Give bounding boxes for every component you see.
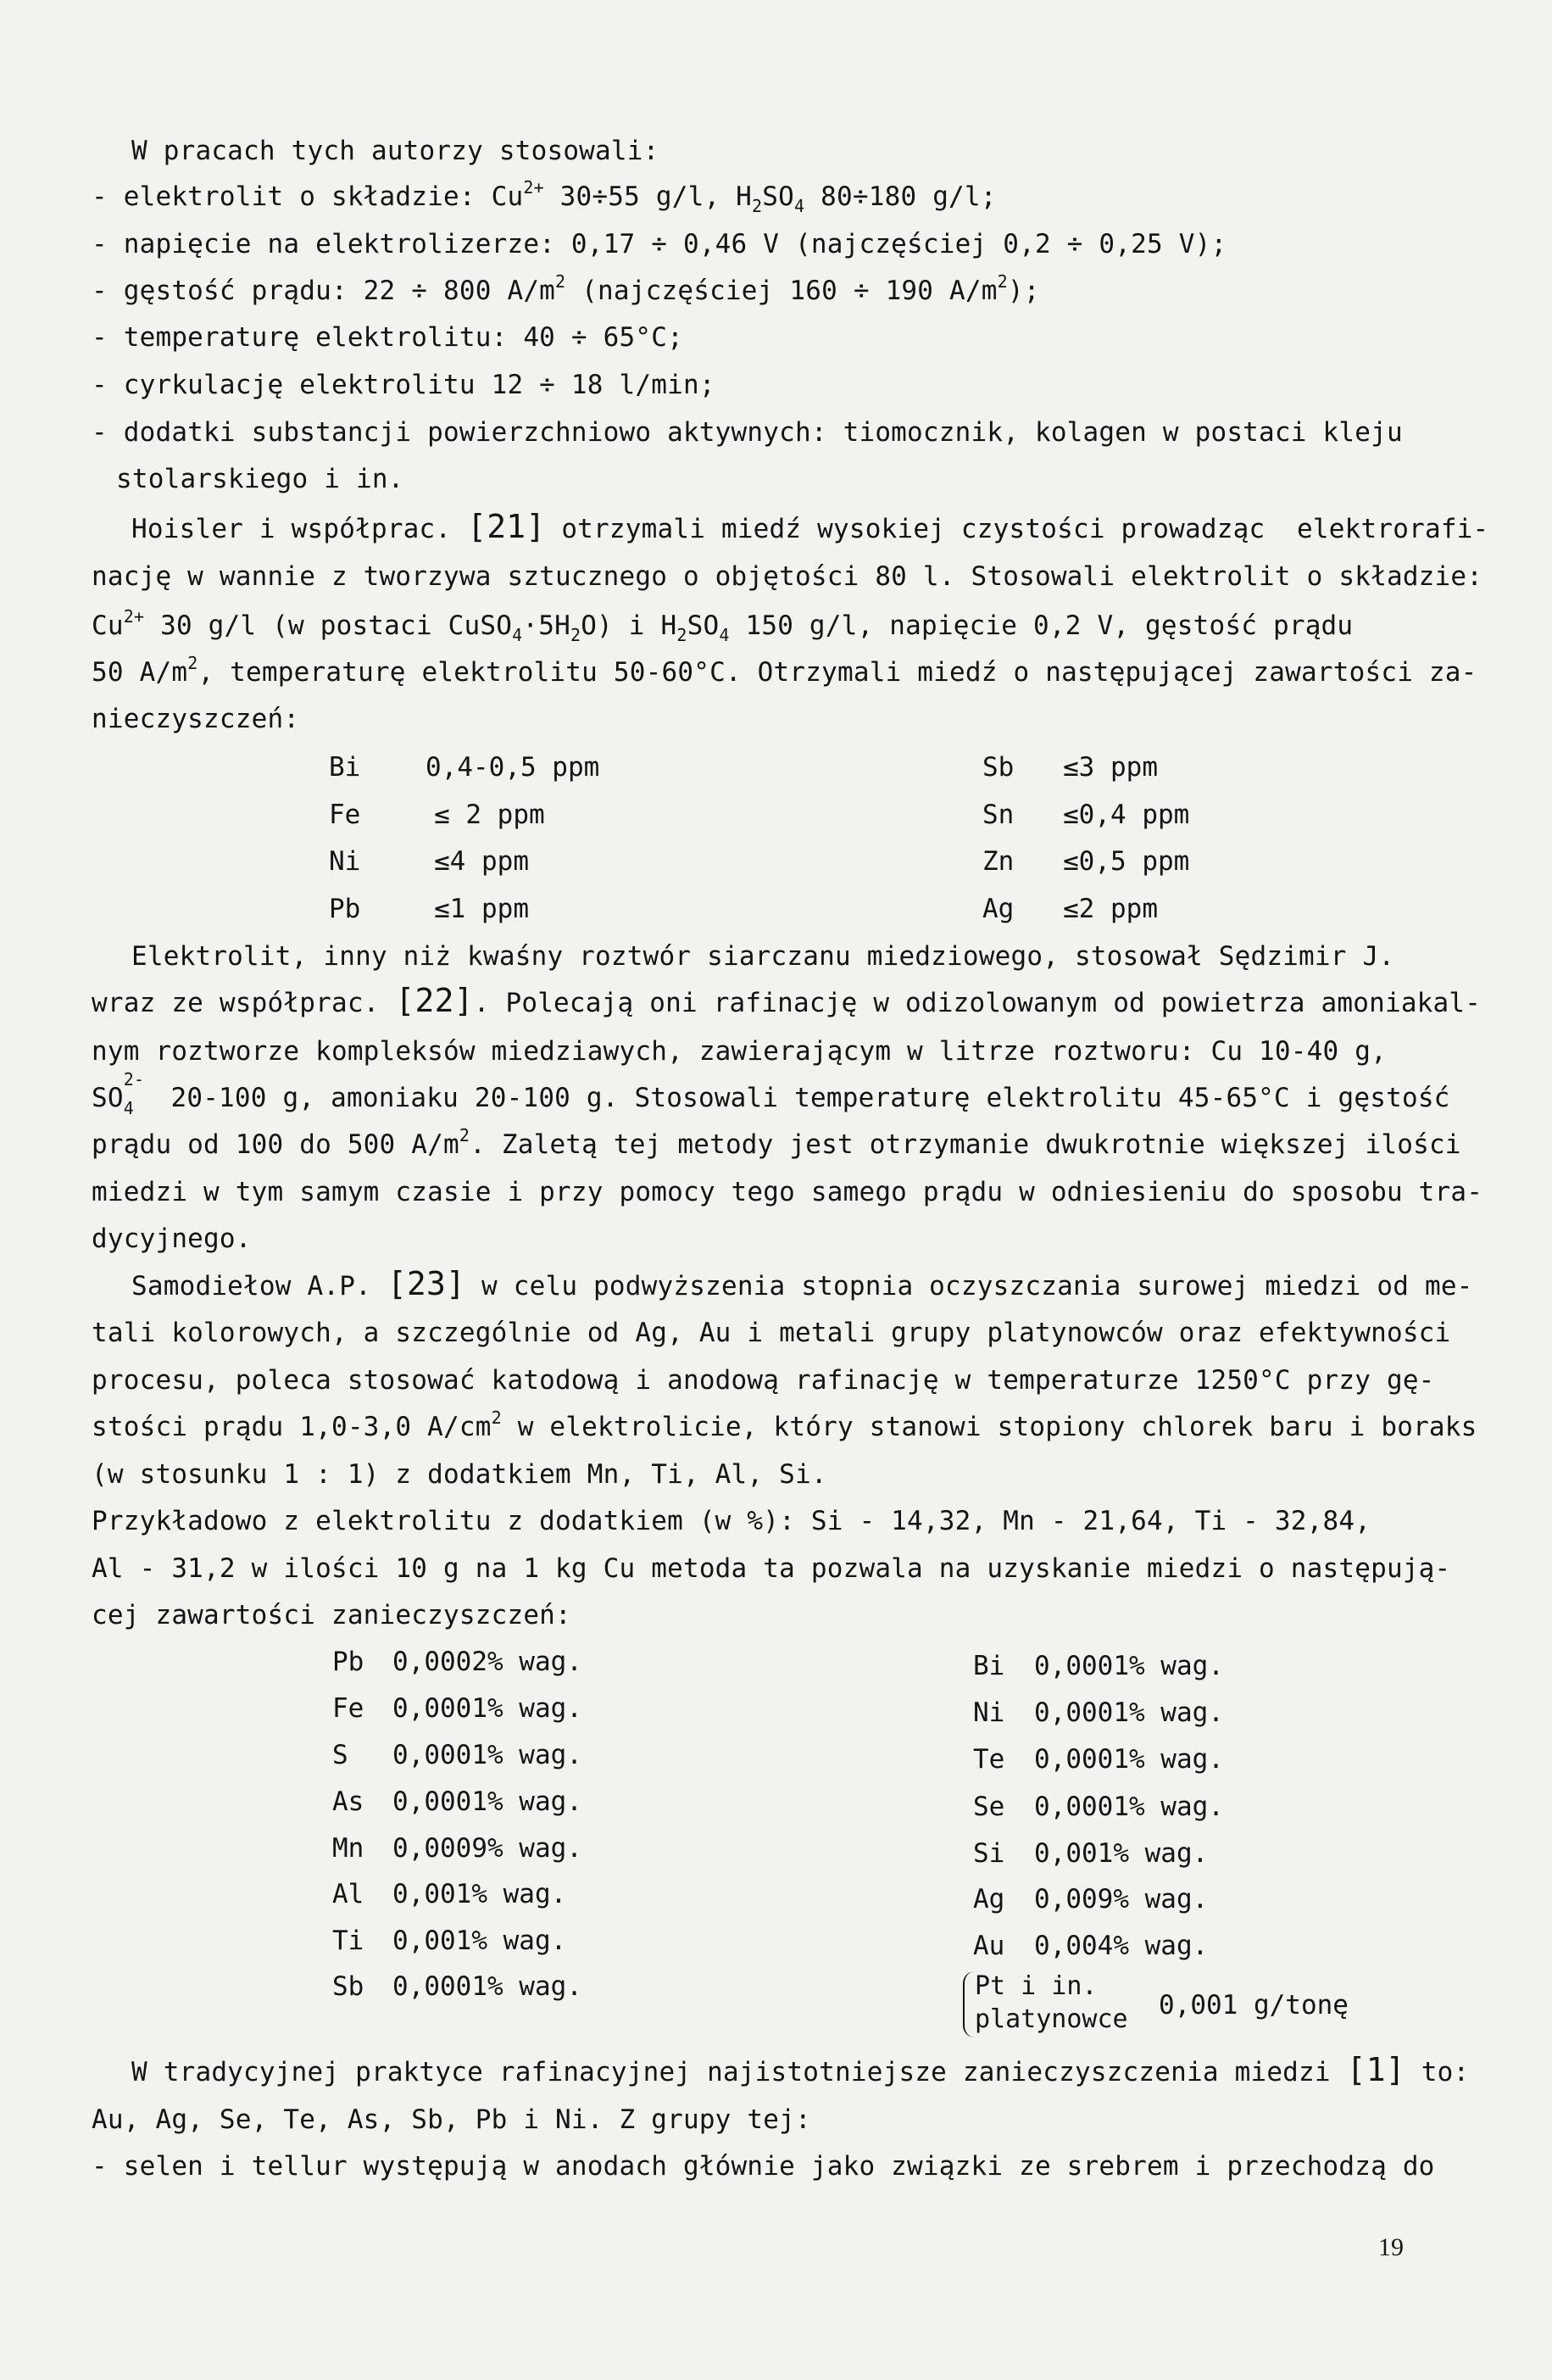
platinum-value: 0,001 g/tonę <box>1159 1990 1349 2020</box>
text-fragment: 20-100 g, amoniaku 20-100 g. Stosowali temperaturę elektrolitu 45-65°C i gęstość <box>138 1083 1450 1113</box>
text-fragment: 80÷180 g/l; <box>804 181 997 212</box>
platinum-label: Pt i in. <box>975 1971 1098 2001</box>
paragraph-line: cej zawartości zanieczyszczeń: <box>92 1600 571 1630</box>
paragraph-line <box>131 2051 1488 2089</box>
impurity-value: 0,0009% wag. <box>392 1833 582 1864</box>
impurity-value: 0,4-0,5 ppm <box>426 752 600 783</box>
text-fragment: SO <box>762 181 795 212</box>
list-item-additives-cont: stolarskiego i in. <box>116 464 404 494</box>
impurity-value: 0,001% wag. <box>392 1879 567 1909</box>
impurity-element: Te <box>973 1744 1005 1775</box>
text-fragment: w elektrolicie, który stanowi stopiony chlorek baru i boraks <box>501 1412 1477 1442</box>
paragraph-line: nację w wannie z tworzywa sztucznego o objętości 80 l. Stosowali elektrolit o składzie: <box>92 561 1483 592</box>
impurity-element: As <box>332 1786 364 1817</box>
text-fragment: W tradycyjnej praktyce rafinacyjnej najistotniejsze zanieczyszczenia miedzi <box>131 2057 1347 2087</box>
text-fragment: 150 g/l, napięcie 0,2 V, gęstość prądu <box>729 610 1354 641</box>
text-fragment: Cu <box>92 610 124 641</box>
paragraph-line <box>92 982 1482 1020</box>
citation-ref: [23] <box>387 1265 466 1302</box>
impurity-value: 0,0001% wag. <box>1034 1651 1224 1681</box>
text-fragment: 2 <box>997 271 1008 292</box>
impurity-value: 0,004% wag. <box>1034 1931 1209 1961</box>
list-item-electrolyte <box>92 177 1448 216</box>
impurity-element: Bi <box>329 752 361 783</box>
impurity-value: ≤1 ppm <box>434 894 529 924</box>
impurity-element: Al <box>332 1879 364 1909</box>
paragraph-line: Au, Ag, Se, Te, As, Sb, Pb i Ni. Z grupy tej: <box>92 2104 811 2135</box>
impurity-element: Bi <box>973 1651 1005 1681</box>
impurity-value: 0,0001% wag. <box>392 1971 582 2002</box>
text-fragment <box>123 1069 145 1118</box>
text-fragment: 30 g/l (w postaci CuSO <box>144 610 513 641</box>
list-item-current-density <box>92 271 1448 308</box>
impurity-value: 0,0001% wag. <box>392 1740 582 1770</box>
text-fragment: - gęstość prądu: 22 ÷ 800 A/m <box>92 276 556 306</box>
text-fragment: - elektrolit o składzie: Cu <box>92 181 524 212</box>
text-fragment: SO <box>687 610 720 641</box>
text-fragment: 2 <box>491 1407 502 1428</box>
paragraph-line <box>92 1069 1450 1118</box>
paragraph-line: miedzi w tym samym czasie i przy pomocy tego samego prądu w odniesieniu do sposobu tra- <box>92 1177 1483 1207</box>
text-fragment: 2 <box>570 625 581 645</box>
page-number: 19 <box>1378 2233 1404 2261</box>
text-fragment: wraz ze współprac. <box>92 988 396 1018</box>
text-fragment: 2+ <box>123 606 145 627</box>
list-item-circulation: - cyrkulację elektrolitu 12 ÷ 18 l/min; <box>92 370 715 400</box>
text-fragment: 2 <box>187 653 198 673</box>
impurity-element: Ti <box>332 1926 364 1956</box>
impurity-value: 0,0001% wag. <box>392 1786 582 1817</box>
paragraph-line <box>92 653 1477 689</box>
impurity-value: 0,001% wag. <box>392 1926 567 1956</box>
paragraph-line: nym roztworze kompleksów miedziawych, zawierającym w litrze roztworu: Cu 10-40 g, <box>92 1036 1387 1067</box>
list-item-temperature: - temperaturę elektrolitu: 40 ÷ 65°C; <box>92 322 683 353</box>
impurity-element: Sb <box>982 752 1015 783</box>
text-fragment: w celu podwyższenia stopnia oczyszczania surowej miedzi od me- <box>465 1271 1473 1301</box>
impurity-value: 0,0001% wag. <box>1034 1792 1224 1822</box>
impurity-element: Si <box>973 1838 1005 1869</box>
impurity-value: 0,009% wag. <box>1034 1884 1209 1915</box>
impurity-element: Ni <box>973 1697 1005 1728</box>
text-fragment: 2+ <box>523 177 544 198</box>
text-fragment: SO <box>92 1083 124 1113</box>
impurity-element: Ag <box>982 894 1015 924</box>
impurity-value: ≤0,5 ppm <box>1063 846 1190 877</box>
paragraph-line: dycyjnego. <box>92 1223 252 1254</box>
text-fragment: Hoisler i współprac. <box>131 514 468 544</box>
text-fragment: stości prądu 1,0-3,0 A/cm <box>92 1412 492 1442</box>
citation-ref: [21] <box>467 508 546 545</box>
text-fragment: 2 <box>676 625 687 645</box>
text-fragment: 30÷55 g/l, H <box>543 181 753 212</box>
impurity-element: Pb <box>329 894 361 924</box>
citation-ref: [1] <box>1346 2051 1405 2088</box>
paragraph-line <box>131 1265 1488 1303</box>
paragraph-line: Elektrolit, inny niż kwaśny roztwór siarczanu miedziowego, stosował Sędzimir J. <box>131 941 1395 972</box>
impurity-element: Sb <box>332 1971 364 2002</box>
paragraph-line <box>131 508 1489 546</box>
paragraph-line: nieczyszczeń: <box>92 704 300 734</box>
impurity-element: Pb <box>332 1647 364 1677</box>
impurity-value: 0,0002% wag. <box>392 1647 582 1677</box>
impurity-value: 0,0001% wag. <box>1034 1697 1224 1728</box>
text-fragment: . Polecają oni rafinację w odizolowanym od powietrza amoniakal- <box>473 988 1482 1018</box>
paragraph-line: tali kolorowych, a szczególnie od Ag, Au i metali grupy platynowców oraz efektywności <box>92 1318 1451 1348</box>
text-fragment: 4 <box>123 1098 134 1118</box>
impurity-value: 0,001% wag. <box>1034 1838 1209 1869</box>
text-fragment: 4 <box>512 625 523 645</box>
text-fragment: . Zaletą tej metody jest otrzymanie dwukrotnie większej ilości <box>470 1129 1461 1160</box>
impurity-element: Zn <box>982 846 1015 877</box>
intro-text: W pracach tych autorzy stosowali: <box>131 136 659 166</box>
text-fragment: 2 <box>752 196 763 216</box>
paragraph-line: procesu, poleca stosować katodową i anodową rafinację w temperaturze 1250°C przy gę- <box>92 1365 1435 1396</box>
impurity-element: Fe <box>329 800 361 830</box>
impurity-value: ≤3 ppm <box>1063 752 1158 783</box>
impurity-value: ≤4 ppm <box>434 846 529 877</box>
citation-ref: [22] <box>395 982 474 1019</box>
text-fragment: , temperaturę elektrolitu 50-60°C. Otrzymali miedź o następującej zawartości za- <box>197 657 1477 688</box>
text-fragment: O) i H <box>581 610 677 641</box>
platinum-label-2: platynowce <box>975 2004 1128 2034</box>
impurity-value: ≤2 ppm <box>1063 894 1158 924</box>
text-fragment: 2 <box>459 1125 470 1145</box>
paragraph-line: - selen i tellur występują w anodach głównie jako związki ze srebrem i przechodzą do <box>92 2151 1435 2182</box>
text-fragment: otrzymali miedź wysokiej czystości prowadząc elektrorafi- <box>545 514 1489 544</box>
impurity-value: 0,0001% wag. <box>1034 1744 1224 1775</box>
text-fragment: 2- <box>123 1069 145 1090</box>
text-fragment: 50 A/m <box>92 657 188 688</box>
text-fragment: 2 <box>555 271 566 292</box>
text-fragment: prądu od 100 do 500 A/m <box>92 1129 459 1160</box>
impurity-element: Ag <box>973 1884 1005 1915</box>
impurity-element: S <box>332 1740 348 1770</box>
impurity-value: ≤0,4 ppm <box>1063 800 1190 830</box>
impurity-element: Se <box>973 1792 1005 1822</box>
paragraph-line <box>92 1407 1477 1444</box>
paragraph-line: Przykładowo z elektrolitu z dodatkiem (w %): Si - 14,32, Mn - 21,64, Ti - 32,84, <box>92 1506 1371 1536</box>
text-fragment: to: <box>1405 2057 1470 2087</box>
impurity-element: Fe <box>332 1693 364 1724</box>
list-item-additives: - dodatki substancji powierzchniowo aktywnych: tiomocznik, kolagen w postaci kleju <box>92 417 1403 448</box>
paragraph-line <box>92 606 1448 645</box>
list-item-voltage: - napięcie na elektrolizerze: 0,17 ÷ 0,46 V (najczęściej 0,2 ÷ 0,25 V); <box>92 229 1227 259</box>
impurity-value: 0,0001% wag. <box>392 1693 582 1724</box>
text-fragment: 4 <box>794 196 805 216</box>
paragraph-line: (w stosunku 1 : 1) z dodatkiem Mn, Ti, Al, Si. <box>92 1459 827 1490</box>
text-fragment: ·5H <box>522 610 570 641</box>
text-fragment: (najczęściej 160 ÷ 190 A/m <box>565 276 998 306</box>
impurity-element: Ni <box>329 846 361 877</box>
impurity-value: ≤ 2 ppm <box>434 800 545 830</box>
text-fragment: ); <box>1007 276 1040 306</box>
paragraph-line: Al - 31,2 w ilości 10 g na 1 kg Cu metoda ta pozwala na uzyskanie miedzi o następują- <box>92 1553 1451 1584</box>
impurity-element: Mn <box>332 1833 364 1864</box>
text-fragment: Samodiełow A.P. <box>131 1271 387 1301</box>
text-fragment: 4 <box>719 625 730 645</box>
paragraph-line <box>92 1125 1461 1162</box>
impurity-element: Au <box>973 1931 1005 1961</box>
impurity-element: Sn <box>982 800 1015 830</box>
